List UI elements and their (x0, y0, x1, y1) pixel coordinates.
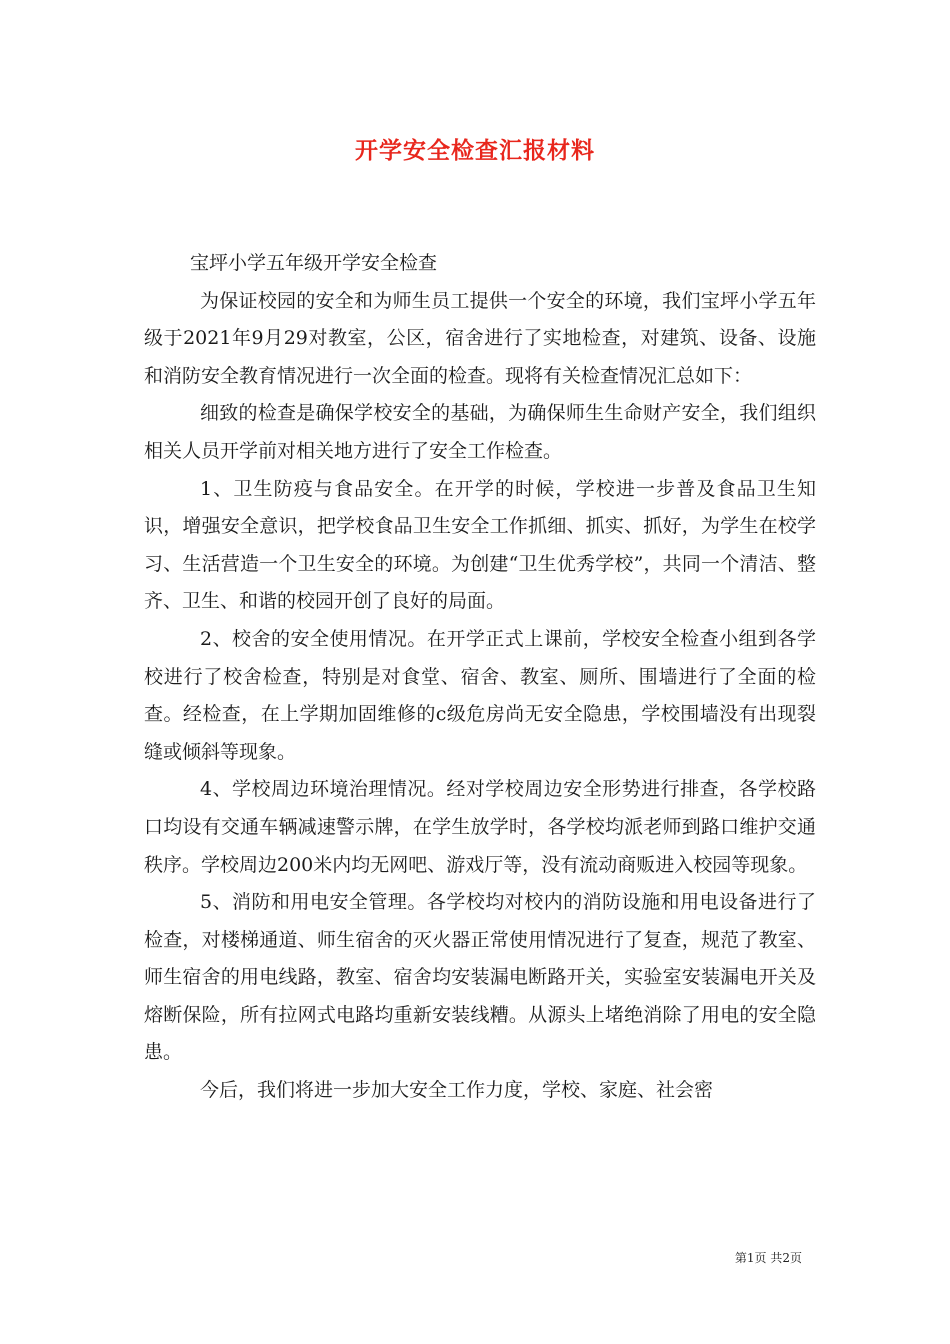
paragraph-surroundings: 4、学校周边环境治理情况。经对学校周边安全形势进行排查，各学校路口均设有交通车辆减速警示牌，在学生放学时，各学校均派老师到路口维护交通秩序。学校周边200米内均无网吧、游戏厅等，没有流动商贩进入校园等现象。 (144, 778, 816, 876)
paragraph-fire-electric: 5、消防和用电安全管理。各学校均对校内的消防设施和用电设备进行了检查，对楼梯通道、师生宿舍的灭火器正常使用情况进行了复查，规范了教室、师生宿舍的用电线路，教室、宿舍均安装漏电断路开关，实验室安装漏电开关及熔断保险，所有拉网式电路均重新安装线糟。从源头上堵绝消除了用电的安全隐患。 (144, 891, 816, 1064)
paragraph-intro: 为保证校园的安全和为师生员工提供一个安全的环境，我们宝坪小学五年级于2021年9月29对教室，公区，宿舍进行了实地检查，对建筑、设备、设施和消防安全教育情况进行一次全面的检查。现将有关检查情况汇总如下： (144, 289, 816, 387)
page-number: 第1页 共2页 (734, 1251, 802, 1265)
document-body (144, 245, 816, 1110)
paragraph-future: 今后，我们将进一步加大安全工作力度，学校、家庭、社会密 (200, 1079, 714, 1102)
paragraph-basis: 细致的检查是确保学校安全的基础，为确保师生生命财产安全，我们组织相关人员开学前对相关地方进行了安全工作检查。 (144, 402, 816, 462)
document-subtitle: 宝坪小学五年级开学安全检查 (190, 252, 438, 274)
document-title: 开学安全检查汇报材料 (355, 137, 595, 164)
paragraph-buildings: 2、校舍的安全使用情况。在开学正式上课前，学校安全检查小组到各学校进行了校舍检查，特别是对食堂、宿舍、教室、厕所、围墙进行了全面的检查。经检查，在上学期加固维修的c级危房尚无安全隐患，学校围墙没有出现裂缝或倾斜等现象。 (144, 627, 816, 763)
paragraph-hygiene: 1、卫生防疫与食品安全。在开学的时候，学校进一步普及食品卫生知识，增强安全意识，把学校食品卫生安全工作抓细、抓实、抓好，为学生在校学习、生活营造一个卫生安全的环境。为创建“卫生优秀学校”，共同一个清洁、整齐、卫生、和谐的校园开创了良好的局面。 (144, 477, 816, 613)
